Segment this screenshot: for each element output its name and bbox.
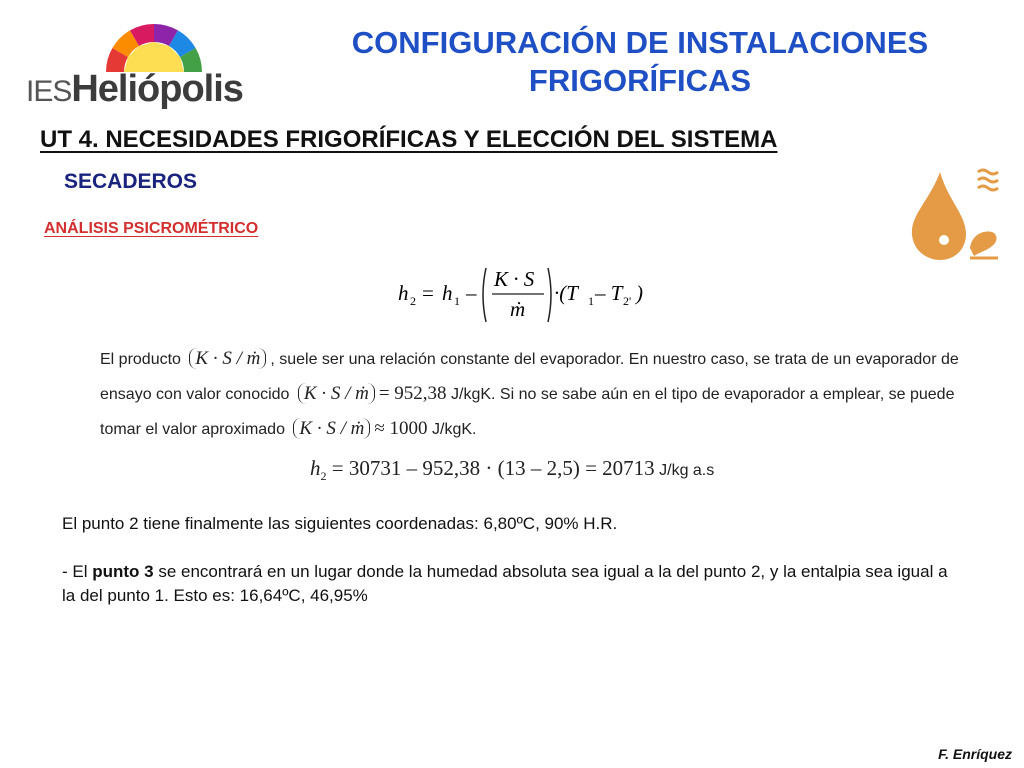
logo-name: Heliópolis: [71, 68, 243, 110]
page-title: [300, 24, 980, 100]
unit-title: UT 4. NECESIDADES FRIGORÍFICAS Y ELECCIÓN DEL SISTEMA: [40, 126, 778, 153]
expr-ks-m-2: K · S / ṁ: [298, 383, 375, 404]
formula-lhs-sub: 2: [410, 294, 416, 308]
formula-t1-sub: 1: [588, 294, 594, 308]
formula-tail-open: ·(T: [554, 281, 578, 305]
title-line-1: CONFIGURACIÓN DE INSTALACIONES: [351, 25, 929, 60]
formula-h1-sub: 1: [454, 294, 460, 308]
explanation-paragraph: El producto K · S / ṁ , suele ser una relación constante del evaporador. En nuestro caso, se trata de un evaporador de ensayo con valor conocido K · S / ṁ = 952,38 J/kgK. Si no se sabe aún en el tipo de evaporador a emplear, se puede tomar el valor aproximado K · S / ṁ ≈ 1000 J/kgK.: [100, 348, 959, 439]
logo-wordmark: [26, 68, 243, 111]
point-2-text: El punto 2 tiene finalmente las siguientes coordenadas: 6,80ºC, 90% H.R.: [62, 514, 618, 533]
formula-h2-result: $h_2 = 30731 - 952,38 \cdot (13 - 2,5) = 20713$ J/kg a.s: [310, 456, 715, 483]
title-line-2: FRIGORÍFICAS: [528, 63, 752, 98]
subsection-heading: ANÁLISIS PSICROMÉTRICO: [44, 220, 259, 237]
drop-icon: [900, 160, 1010, 270]
section-heading: SECADEROS: [64, 170, 198, 193]
point-3-text: - El punto 3 se encontrará en un lugar donde la humedad absoluta sea igual a la del punto 2, y la entalpia sea igual a la del punto 1. Esto es: 16,64ºC, 46,95%: [62, 562, 948, 605]
formula-tail-close: ): [636, 281, 643, 305]
svg-text:–: –: [466, 281, 477, 305]
svg-text:=: =: [422, 281, 434, 305]
formula-lhs: h: [398, 281, 409, 305]
expr-ks-m-3: K · S / ṁ: [293, 418, 370, 439]
formula-t2-sub: 2': [623, 294, 632, 308]
formula-h1: h: [442, 281, 453, 305]
formula-enthalpy: [398, 264, 658, 326]
logo-prefix: IES: [26, 75, 72, 108]
formula-minus: – T: [595, 281, 623, 305]
formula-denominator: ṁ: [510, 297, 526, 321]
formula-numerator: K · S: [494, 267, 535, 291]
expr-ks-m-1: K · S / ṁ: [189, 348, 266, 369]
author-credit: F. Enríquez: [938, 746, 1012, 762]
